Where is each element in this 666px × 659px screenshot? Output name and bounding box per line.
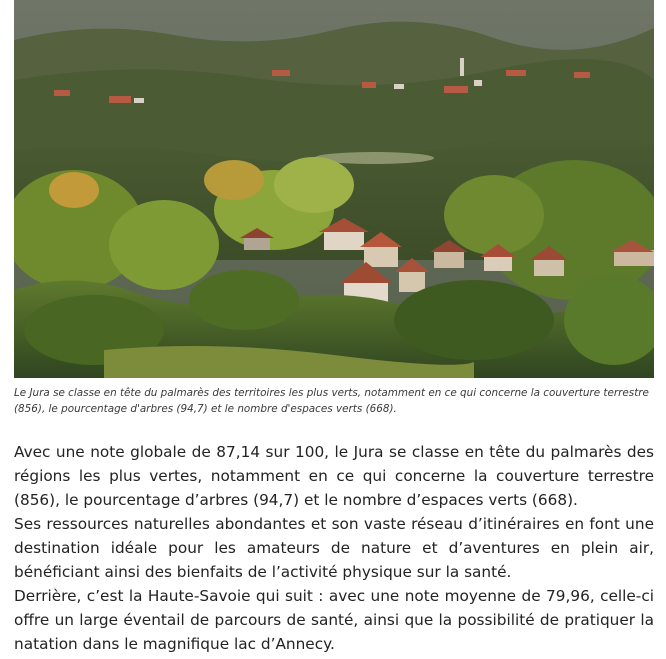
article-paragraph: Ses ressources naturelles abondantes et son vaste réseau d’itinéraires en font une destination idéale pour les amateurs de nature et d’aventures en plein air, bénéficiant ainsi des bienfaits de l’activité physique sur la santé. [14,515,654,581]
article-paragraph: Avec une note globale de 87,14 sur 100, le Jura se classe en tête du palmarès des régions les plus vertes, notamment en ce qui concerne la couverture terrestre (856), le pourcentage d’arbres (94,7) et le nombre d’espaces verts (668). [14,443,654,509]
photo-caption: Le Jura se classe en tête du palmarès des territoires les plus verts, notamment en ce qui concerne la couverture terrestre (856), le pourcentage d'arbres (94,7) et le nombre d'espaces verts (668). [14,387,649,415]
article-paragraph: Derrière, c’est la Haute-Savoie qui suit : avec une note moyenne de 79,96, celle-ci offre un large éventail de parcours de santé, ainsi que la possibilité de pratiquer la natation dans le magnifique lac d’Annecy. [14,587,654,653]
article-body [14,440,654,656]
village-landscape-photo [14,0,654,378]
